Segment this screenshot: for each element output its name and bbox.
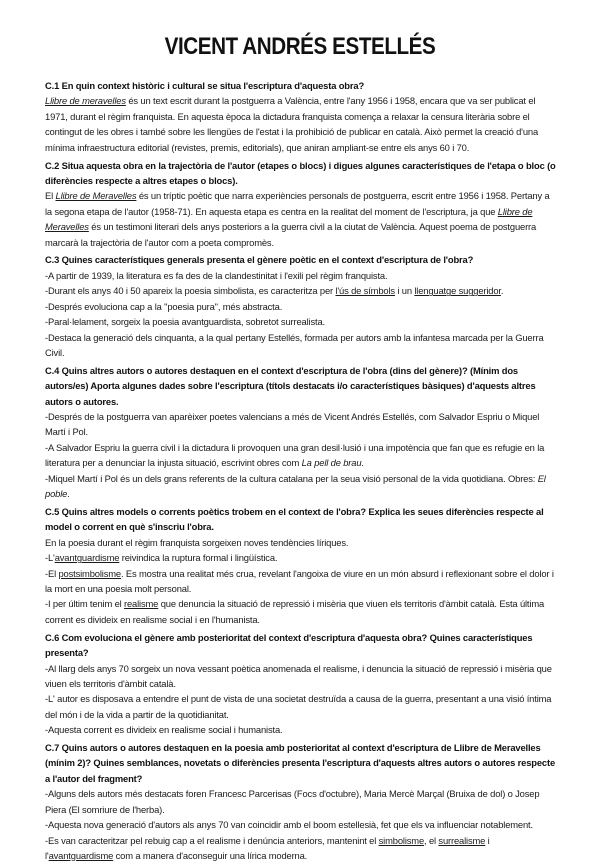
document-body bbox=[45, 78, 557, 866]
book-title: Llibre de Meravelles bbox=[45, 205, 533, 233]
answer-c1 bbox=[45, 93, 557, 155]
key-term: simbolisme bbox=[378, 834, 425, 846]
answer-line: -Després evoluciona cap a la "poesia pura", més abstracta. bbox=[45, 300, 283, 312]
answer-text: i un bbox=[394, 285, 415, 297]
answer-c2 bbox=[45, 188, 557, 250]
answer-text: -Miquel Martí i Pol és un dels grans referents de la cultura catalana per la seua visió personal de la vida quotidiana. Obres: bbox=[45, 472, 538, 484]
answer-line: -L' autor es disposava a entendre el punt de vista de una societat destruïda a causa de la guerra, presentant a una visió íntima del món i de la vida a partir de la quotidianitat. bbox=[45, 693, 552, 720]
question-c7: C.7 Quins autors o autores destaquen en la poesia amb posterioritat al context d'escriptura de Llibre de Meravelles (mínim 2)? Quines semblances, novetats o diferències presenta l'escriptura d'aquests altres autors o autores respecte a l'autor del fragment? bbox=[45, 742, 556, 784]
book-title: Llibre de meravelles bbox=[45, 95, 126, 107]
answer-line: -Paral·lelament, sorgeix la poesia avantguardista, sobretot surrealista. bbox=[45, 316, 325, 328]
answer-text: -Es van caracteritzar pel rebuig cap a el realisme i denúncia anteriors, mantenint el bbox=[45, 834, 379, 846]
book-title: Llibre de Meravelles bbox=[55, 190, 137, 202]
question-c4: C.4 Quins altres autors o autores destaquen en el context d'escriptura de l'obra (dins del gènere)? (Mínim dos autors/es) Aporta algunes dades sobre l'escriptura (títols destacats i/o característiques bàsiques) d'aquests altres autors o autores. bbox=[45, 364, 536, 407]
answer-line: -Després de la postguerra van aparèixer poetes valencians a més de Vicent Andrés Estellés, com Salvador Espriu o Miquel Martí i Pol. bbox=[45, 411, 540, 438]
answer-line: -Aquesta nova generació d'autors als anys 70 van coincidir amb el boom estellesià, fet que els va influenciar notablement. bbox=[45, 819, 533, 831]
answer-line: -Destaca la generació dels cinquanta, a la qual pertany Estellés, formada per autors amb la infantesa marcada per la Guerra Civil. bbox=[45, 331, 544, 358]
answer-line bbox=[45, 440, 557, 471]
section-c7 bbox=[45, 740, 557, 863]
section-c3 bbox=[45, 252, 557, 360]
section-c5 bbox=[45, 504, 557, 627]
answer-text: i l' bbox=[45, 834, 490, 861]
question-c2: C.2 Situa aquesta obra en la trajectòria de l'autor (etapes o blocs) i digues algunes característiques de l'etapa o bloc (o diferències respecte a altres etapes o blocs). bbox=[45, 159, 556, 186]
section-c2 bbox=[45, 158, 557, 250]
key-term: avantguardisme bbox=[48, 849, 114, 861]
answer-line bbox=[45, 566, 557, 597]
answer-line bbox=[45, 596, 557, 627]
question-c5: C.5 Quins altres models o corrents poètics trobem en el context de l'obra? Explica les seues diferències respecte al model o corrent en què s'inscriu l'obra. bbox=[45, 505, 544, 533]
answer-text: és un tríptic poètic que narra experiències personals de postguerra, escrit entre 1956 i 1958. Pertany a la segona etapa de l'autor (1958-71). En aquesta etapa es centra en la realitat del moment de l'escriptura, ja que bbox=[45, 190, 550, 217]
key-term: l'ús de símbols bbox=[335, 285, 395, 297]
answer-text: . Es mostra una realitat més crua, revelant l'angoixa de viure en un món absurd i reflexionant sobre el dolor i la mort en una poesia molt personal. bbox=[45, 567, 554, 594]
answer-text: -Durant els anys 40 i 50 apareix la poesia simbolista, es caracteritza per bbox=[45, 285, 336, 297]
section-c6 bbox=[45, 630, 557, 738]
answer-text: -A Salvador Espriu la guerra civil i la dictadura li provoquen una gran desil·lusió i una impotència que fan que es refugie en la literatura per a denunciar la injusta situació, escrivint obres com bbox=[45, 441, 545, 469]
answer-line bbox=[45, 471, 557, 502]
answer-line bbox=[45, 283, 557, 298]
key-term: llenguatge suggeridor bbox=[414, 285, 501, 297]
answer-line: En la poesia durant el règim franquista sorgeixen noves tendències líriques. bbox=[45, 536, 349, 548]
answer-text: . bbox=[500, 285, 504, 297]
answer-line: -Al llarg dels anys 70 sorgeix un nova vessant poètica anomenada el realisme, i denuncia la situació de repressió i misèria que viuen els territoris d'àmbit català. bbox=[45, 662, 552, 689]
work-title: El poble bbox=[45, 472, 546, 500]
answer-text: com a manera d'aconseguir una lírica moderna. bbox=[113, 849, 308, 861]
answer-text: -I per últim tenim el bbox=[45, 598, 125, 610]
answer-text: . bbox=[361, 457, 364, 469]
answer-text: -El bbox=[45, 567, 59, 579]
question-c6: C.6 Com evoluciona el gènere amb posterioritat del context d'escriptura d'aquesta obra? Quines característiques presenta? bbox=[45, 631, 533, 659]
key-term: avantguardisme bbox=[54, 552, 120, 564]
answer-line: -A partir de 1939, la literatura es fa des de la clandestinitat i l'exili pel règim franquista. bbox=[45, 269, 388, 281]
key-term: surrealisme bbox=[438, 834, 486, 846]
key-term: realisme bbox=[124, 598, 159, 610]
answer-text: , el bbox=[424, 834, 439, 846]
answer-text: El bbox=[45, 190, 56, 202]
key-term: postsimbolisme bbox=[58, 567, 121, 579]
answer-text: reivindica la ruptura formal i lingüística. bbox=[119, 552, 278, 564]
answer-text: que denuncia la situació de repressió i misèria que viuen els territoris d'àmbit català. Esta última corrent es divideix en realisme social i en l'humanista. bbox=[45, 598, 545, 625]
answer-line bbox=[45, 550, 557, 565]
answer-text: . bbox=[67, 488, 70, 500]
question-c3: C.3 Quines característiques generals presenta el gènere poètic en el context d'escriptura de l'obra? bbox=[45, 254, 474, 266]
work-title: La pell de brau bbox=[301, 457, 362, 469]
section-c1 bbox=[45, 78, 557, 155]
answer-text: és un text escrit durant la postguerra a València, entre l'any 1956 i 1958, encara que va ser publicat el 1971, durant el règim franquista. En aquesta època la dictadura franquista comença a relaxar la censura literària sobre el contingut de les obres i també sobre les llengües de l'estat i la prohibició de publicar en català. Això permet la creació d'una mínima infraestructura editorial (revistes, premis, editorials), que aniran ampliant-se entre els anys 60 i 70. bbox=[45, 95, 539, 153]
answer-text: -L' bbox=[45, 552, 55, 564]
section-c4 bbox=[45, 363, 557, 502]
document-title: VICENT ANDRÉS ESTELLÉS bbox=[164, 33, 436, 60]
answer-line: -Alguns dels autors més destacats foren Francesc Parcerisas (Focs d'octubre), Maria Mercè Marçal (Bruixa de dol) o Josep Piera (El somriure de l'herba). bbox=[45, 788, 540, 815]
answer-line: -Aquesta corrent es divideix en realisme social i humanista. bbox=[45, 724, 283, 736]
question-c1: C.1 En quin context històric i cultural se situa l'escriptura d'aquesta obra? bbox=[45, 80, 365, 91]
answer-text: és un testimoni literari dels anys posteriors a la guerra civil a la ciutat de València. Aquest poema de postguerra marcarà la trajectòria de l'autor com a poeta compromès. bbox=[45, 221, 537, 248]
